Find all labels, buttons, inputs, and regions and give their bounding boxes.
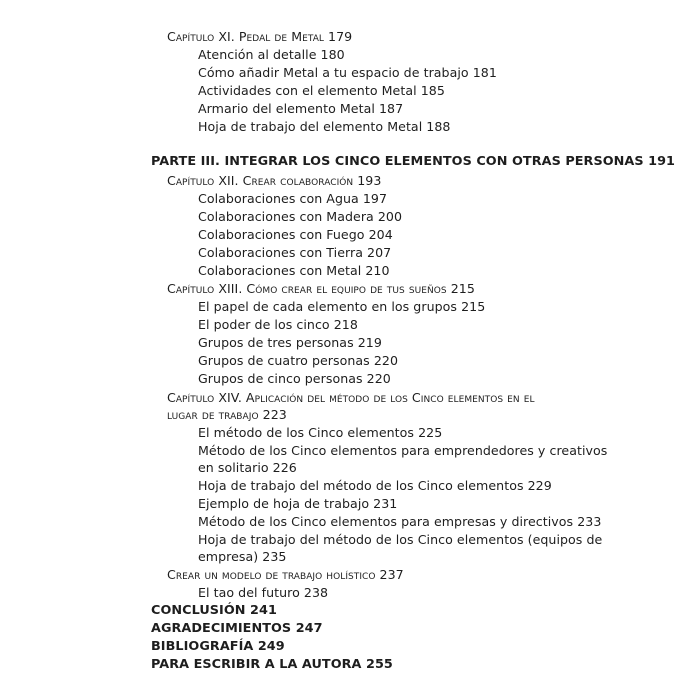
section-entry: Método de los Cinco elementos para empresas y directivos 233 — [198, 514, 602, 529]
chapter-heading: Capítulo XII. Crear colaboración 193 — [167, 173, 382, 188]
section-entry: Colaboraciones con Metal 210 — [198, 263, 390, 278]
section-entry: Colaboraciones con Madera 200 — [198, 209, 403, 224]
section-entry: El tao del futuro 238 — [198, 585, 329, 600]
section-entry: Colaboraciones con Tierra 207 — [198, 245, 392, 260]
section-entry-continuation: empresa) 235 — [198, 549, 287, 564]
section-entry: El papel de cada elemento en los grupos 215 — [198, 299, 486, 314]
section-entry: Ejemplo de hoja de trabajo 231 — [198, 496, 398, 511]
section-entry: Colaboraciones con Fuego 204 — [198, 227, 393, 242]
section-entry: Hoja de trabajo del método de los Cinco elementos 229 — [198, 478, 552, 493]
chapter-heading: Capítulo XI. Pedal de Metal 179 — [167, 29, 353, 44]
section-entry: Hoja de trabajo del elemento Metal 188 — [198, 119, 451, 134]
section-entry: Armario del elemento Metal 187 — [198, 101, 404, 116]
section-entry: El poder de los cinco 218 — [198, 317, 358, 332]
section-entry: Método de los Cinco elementos para emprendedores y creativos — [198, 443, 608, 458]
chapter-heading: Capítulo XIV. Aplicación del método de los Cinco elementos en el — [167, 390, 535, 405]
section-entry: Cómo añadir Metal a tu espacio de trabajo 181 — [198, 65, 497, 80]
back-matter-entry: BIBLIOGRAFÍA 249 — [151, 639, 285, 654]
section-entry: Atención al detalle 180 — [198, 47, 345, 62]
section-entry: Hoja de trabajo del método de los Cinco elementos (equipos de — [198, 532, 603, 547]
section-entry-continuation: en solitario 226 — [198, 460, 297, 475]
section-entry: El método de los Cinco elementos 225 — [198, 425, 443, 440]
section-entry: Actividades con el elemento Metal 185 — [198, 83, 445, 98]
back-matter-entry: PARA ESCRIBIR A LA AUTORA 255 — [151, 657, 393, 672]
back-matter-entry: CONCLUSIÓN 241 — [151, 603, 277, 618]
section-entry: Grupos de tres personas 219 — [198, 335, 382, 350]
section-entry: Grupos de cuatro personas 220 — [198, 353, 399, 368]
part-heading: PARTE III. INTEGRAR LOS CINCO ELEMENTOS CON OTRAS PERSONAS 191 — [151, 154, 676, 169]
section-entry: Grupos de cinco personas 220 — [198, 371, 391, 386]
section-entry: Colaboraciones con Agua 197 — [198, 191, 388, 206]
chapter-heading: Capítulo XIII. Cómo crear el equipo de tus sueños 215 — [167, 281, 475, 296]
chapter-heading-continuation: lugar de trabajo 223 — [167, 407, 287, 422]
chapter-heading: Crear un modelo de trabajo holístico 237 — [167, 567, 404, 582]
back-matter-entry: AGRADECIMIENTOS 247 — [151, 621, 323, 636]
